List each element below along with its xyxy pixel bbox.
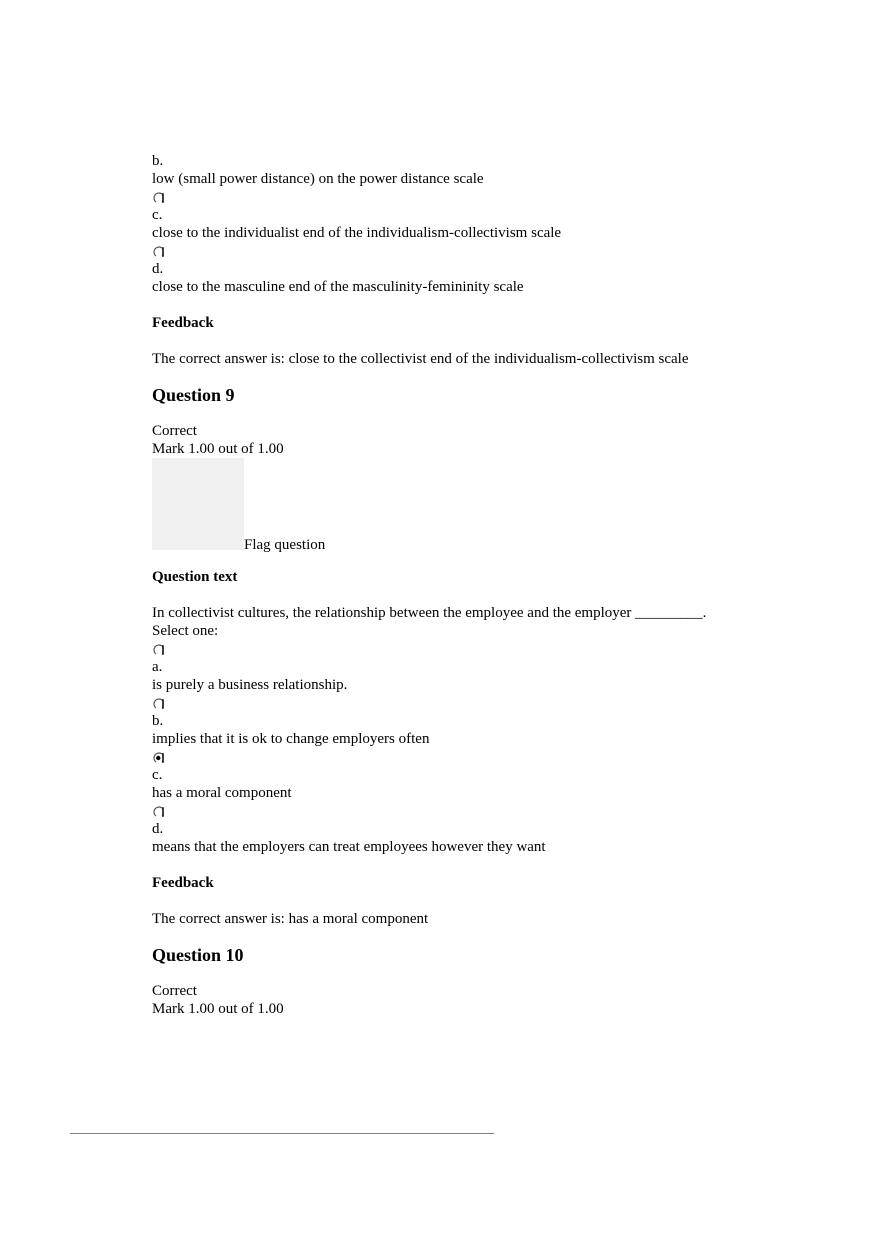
flag-question-label[interactable]: Flag question: [244, 537, 326, 553]
option-letter-d: d.: [152, 261, 164, 277]
quiz-review-page: [152, 152, 812, 1018]
option-letter-c: c.: [152, 767, 163, 783]
feedback-text: The correct answer is: close to the collectivist end of the individualism-collectivism scale: [152, 351, 689, 367]
option-text-a: is purely a business relationship.: [152, 677, 348, 693]
option-letter-c: c.: [152, 207, 163, 223]
question-title: Question 10: [152, 945, 244, 965]
question-mark: Mark 1.00 out of 1.00: [152, 1001, 284, 1017]
option-text-c: close to the individualist end of the individualism-collectivism scale: [152, 225, 562, 241]
option-text-d: close to the masculine end of the masculinity-femininity scale: [152, 279, 524, 295]
option-letter-b: b.: [152, 713, 164, 729]
question-title: Question 9: [152, 385, 235, 405]
option-text-c: has a moral component: [152, 785, 292, 801]
radio-option-d[interactable]: [152, 805, 165, 818]
question-text-heading: Question text: [152, 569, 238, 585]
radio-option-c[interactable]: [152, 191, 165, 204]
option-text-b: low (small power distance) on the power distance scale: [152, 171, 484, 187]
feedback-heading: Feedback: [152, 315, 214, 331]
question-mark: Mark 1.00 out of 1.00: [152, 441, 284, 457]
question-state: Correct: [152, 983, 197, 999]
radio-option-c-selected[interactable]: [152, 751, 165, 764]
question-prompt: In collectivist cultures, the relationship between the employee and the employer _________.: [152, 605, 707, 621]
option-letter-b: b.: [152, 153, 164, 169]
option-text-d: means that the employers can treat employees however they want: [152, 839, 546, 855]
select-one-label: Select one:: [152, 623, 219, 639]
question-state: Correct: [152, 423, 197, 439]
footer-divider: [70, 1133, 494, 1134]
radio-option-b[interactable]: [152, 697, 165, 710]
option-text-b: implies that it is ok to change employers often: [152, 731, 430, 747]
option-letter-d: d.: [152, 821, 164, 837]
radio-option-d[interactable]: [152, 245, 165, 258]
flag-icon[interactable]: [152, 458, 244, 550]
option-letter-a: a.: [152, 659, 163, 675]
feedback-heading: Feedback: [152, 875, 214, 891]
radio-option-a[interactable]: [152, 643, 165, 656]
feedback-text: The correct answer is: has a moral component: [152, 911, 429, 927]
flag-question-control[interactable]: [152, 458, 812, 553]
